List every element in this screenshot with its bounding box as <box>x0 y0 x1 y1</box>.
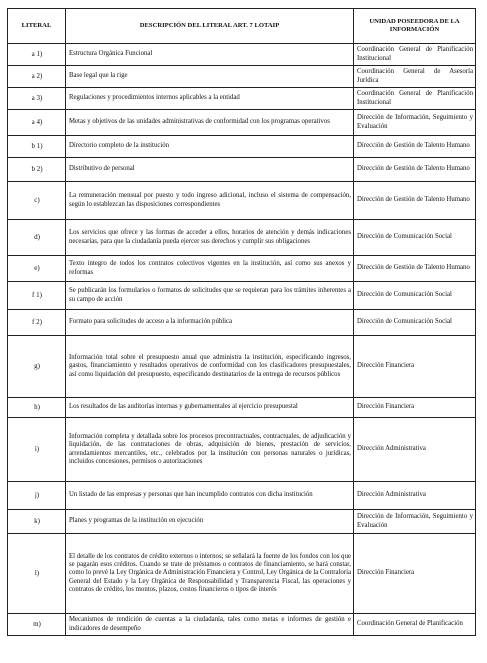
table-row <box>8 482 476 510</box>
descripcion-cell: Formato para solicitudes de acceso a la información pública <box>66 310 354 336</box>
unidad-cell: Coordinación General de Asesoría Jurídica <box>354 66 476 88</box>
table-row <box>8 418 476 482</box>
header-row <box>8 9 476 44</box>
unidad-cell: Coordinación General de Planificación Institucional <box>354 44 476 66</box>
header-unidad: UNIDAD POSEEDORA DE LA INFORMACIÓN <box>354 9 476 44</box>
unidad-cell: Coordinación General de Planificación Institucional <box>354 88 476 110</box>
descripcion-cell: Texto íntegro de todos los contratos colectivos vigentes en la institución, así como sus anexos y reformas <box>66 256 354 282</box>
descripcion-cell: Un listado de las empresas y personas que han incumplido contratos con dicha institución <box>66 482 354 510</box>
descripcion-cell: El detalle de los contratos de crédito externos o internos; se señalará la fuente de los fondos con los que se pagarán esos créditos. Cuando se trate de préstamos o contratos de financiamiento, se hará constar, como lo prevé la Ley Orgánica de Administración Financiera y Control, Ley Orgánica de la Contraloría General del Estado y la Ley Orgánica de Responsabilidad y Transparencia Fiscal, las operaciones y contratos de crédito, los montos, plazos, costos financieros o tipos de interés <box>66 534 354 614</box>
literal-cell: a 4) <box>8 110 66 136</box>
unidad-cell: Dirección de Gestión de Talento Humano <box>354 158 476 182</box>
table-row <box>8 398 476 418</box>
table-row <box>8 66 476 88</box>
literal-cell: a 3) <box>8 88 66 110</box>
table-row <box>8 336 476 398</box>
table-row <box>8 44 476 66</box>
literal-cell: j) <box>8 482 66 510</box>
descripcion-cell: Planes y programas de la institución en ejecución <box>66 510 354 534</box>
literal-cell: b 2) <box>8 158 66 182</box>
header-descripcion: DESCRIPCIÓN DEL LITERAL ART. 7 LOTAIP <box>66 9 354 44</box>
descripcion-cell: Se publicarán los formularios o formatos de solicitudes que se requieran para los trámites inherentes a su campo de acción <box>66 282 354 310</box>
unidad-cell: Dirección Financiera <box>354 336 476 398</box>
literal-cell: f 1) <box>8 282 66 310</box>
unidad-cell: Dirección Financiera <box>354 398 476 418</box>
literal-cell: d) <box>8 220 66 256</box>
literal-cell: c) <box>8 182 66 220</box>
table-row <box>8 88 476 110</box>
unidad-cell: Dirección de Comunicación Social <box>354 220 476 256</box>
literal-cell: a 1) <box>8 44 66 66</box>
unidad-cell: Dirección de Gestión de Talento Humano <box>354 182 476 220</box>
lotaip-table <box>7 8 476 636</box>
table-row <box>8 182 476 220</box>
descripcion-cell: Mecanismos de rendición de cuentas a la ciudadanía, tales como metas e informes de gestión e indicadores de desempeño <box>66 614 354 636</box>
literal-cell: g) <box>8 336 66 398</box>
literal-cell: f 2) <box>8 310 66 336</box>
literal-cell: e) <box>8 256 66 282</box>
literal-cell: h) <box>8 398 66 418</box>
literal-cell: a 2) <box>8 66 66 88</box>
literal-cell: l) <box>8 534 66 614</box>
descripcion-cell: La remuneración mensual por puesto y todo ingreso adicional, incluso el sistema de compensación, según lo establezcan las disposiciones correspondientes <box>66 182 354 220</box>
literal-cell: i) <box>8 418 66 482</box>
table-row <box>8 110 476 136</box>
descripcion-cell: Regulaciones y procedimientos internos aplicables a la entidad <box>66 88 354 110</box>
descripcion-cell: Los servicios que ofrece y las formas de acceder a ellos, horarios de atención y demás indicaciones necesarias, para que la ciudadanía pueda ejercer sus derechos y cumplir sus obligaciones <box>66 220 354 256</box>
unidad-cell: Coordinación General de Planificación <box>354 614 476 636</box>
descripcion-cell: Información total sobre el presupuesto anual que administra la institución, especificando ingresos, gastos, financiamiento y resultados operativos de conformidad con los clasificadores presupuestales, así como liquidación del presupuesto, especificando destinatarios de la entrega de recursos públicos <box>66 336 354 398</box>
table-row <box>8 220 476 256</box>
descripcion-cell: Directorio completo de la institución <box>66 136 354 158</box>
descripcion-cell: Los resultados de las auditorías internas y gubernamentales al ejercicio presupuestal <box>66 398 354 418</box>
descripcion-cell: Estructura Orgánica Funcional <box>66 44 354 66</box>
unidad-cell: Dirección de Gestión de Talento Humano <box>354 136 476 158</box>
unidad-cell: Dirección de Información, Seguimiento y Evaluación <box>354 510 476 534</box>
unidad-cell: Dirección Administrativa <box>354 482 476 510</box>
unidad-cell: Dirección de Comunicación Social <box>354 310 476 336</box>
unidad-cell: Dirección Administrativa <box>354 418 476 482</box>
literal-cell: m) <box>8 614 66 636</box>
unidad-cell: Dirección de Información, Seguimiento y Evaluación <box>354 110 476 136</box>
descripcion-cell: Base legal que la rige <box>66 66 354 88</box>
literal-cell: k) <box>8 510 66 534</box>
table-row <box>8 158 476 182</box>
unidad-cell: Dirección de Comunicación Social <box>354 282 476 310</box>
table-row <box>8 282 476 310</box>
descripcion-cell: Información completa y detallada sobre los procesos precontractuales, contractuales, de adjudicación y liquidación, de las contrataciones de obras, adquisición de bienes, prestación de servicios, arrendamientos mercantiles, etc., celebrados por la institución con personas naturales o jurídicas, incluidos concesiones, permisos o autorizaciones <box>66 418 354 482</box>
descripcion-cell: Metas y objetivos de las unidades administrativas de conformidad con los programas operativos <box>66 110 354 136</box>
unidad-cell: Dirección Financiera <box>354 534 476 614</box>
unidad-cell: Dirección de Gestión de Talento Humano <box>354 256 476 282</box>
table-row <box>8 310 476 336</box>
table-row <box>8 256 476 282</box>
descripcion-cell: Distributivo de personal <box>66 158 354 182</box>
header-literal: LITERAL <box>8 9 66 44</box>
literal-cell: b 1) <box>8 136 66 158</box>
table-row <box>8 136 476 158</box>
table-row <box>8 510 476 534</box>
table-row <box>8 614 476 636</box>
table-row <box>8 534 476 614</box>
